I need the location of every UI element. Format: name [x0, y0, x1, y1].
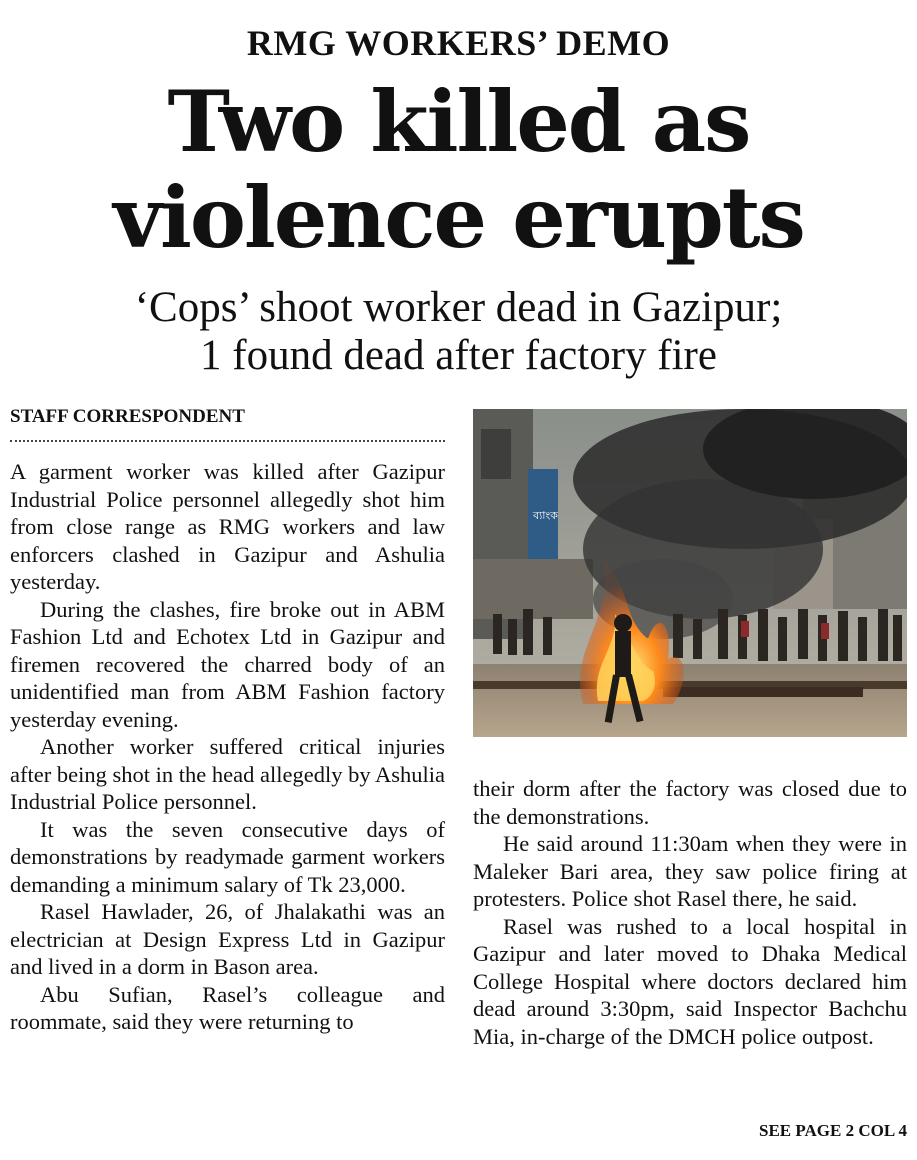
body-column-1 [10, 458, 445, 1148]
byline: STAFF CORRESPONDENT [10, 406, 445, 442]
kicker: RMG WORKERS’ DEMO [246, 23, 671, 63]
body-column-2 [473, 775, 907, 1120]
headline-line-1: Two killed as [167, 72, 750, 171]
paragraph: It was the seven consecutive days of demonstrations by readymade garment workers demanding a minimum salary of Tk 23,000. [10, 816, 445, 897]
paragraph: He said around 11:30am when they were in Maleker Bari area, they saw police firing at protesters. Police shot Rasel there, he said. [473, 831, 907, 911]
deck-line-2: 1 found dead after factory fire [200, 332, 717, 379]
paragraph: their dorm after the factory was closed due to the demonstrations. [473, 776, 907, 829]
paragraph: A garment worker was killed after Gazipur Industrial Police personnel allegedly shot him from close range as RMG workers and law enforcers clashed in Gazipur and Ashulia yesterday. [10, 459, 445, 594]
svg-text:ব্যাংক: ব্যাংক [533, 509, 558, 522]
paragraph: During the clashes, fire broke out in ABM Fashion Ltd and Echotex Ltd in Gazipur and firemen recovered the charred body of an unidentified man from ABM Fashion factory yesterday evening. [10, 596, 445, 732]
paragraph: Another worker suffered critical injuries after being shot in the head allegedly by Ashulia Industrial Police personnel. [10, 734, 445, 814]
headline-line-2: violence erupts [113, 168, 804, 267]
deck-line-1: ‘Cops’ shoot worker dead in Gazipur; [134, 284, 783, 331]
street-fire-photo [473, 409, 907, 737]
deck [0, 284, 917, 380]
paragraph: Rasel Hawlader, 26, of Jhalakathi was an electrician at Design Express Ltd in Gazipur and lived in a dorm in Bason area. [10, 899, 445, 979]
paragraph: Abu Sufian, Rasel’s colleague and roommate, said they were returning to [10, 981, 445, 1034]
paragraph: Rasel was rushed to a local hospital in Gazipur and later moved to Dhaka Medical College Hospital where doctors declared him dead around 3:30pm, said Inspector Bachchu Mia, in-charge of the DMCH police outpost. [473, 913, 907, 1049]
continued-jump-line: SEE PAGE 2 COL 4 [759, 1121, 907, 1140]
headline [0, 74, 917, 266]
news-photo [473, 409, 907, 737]
